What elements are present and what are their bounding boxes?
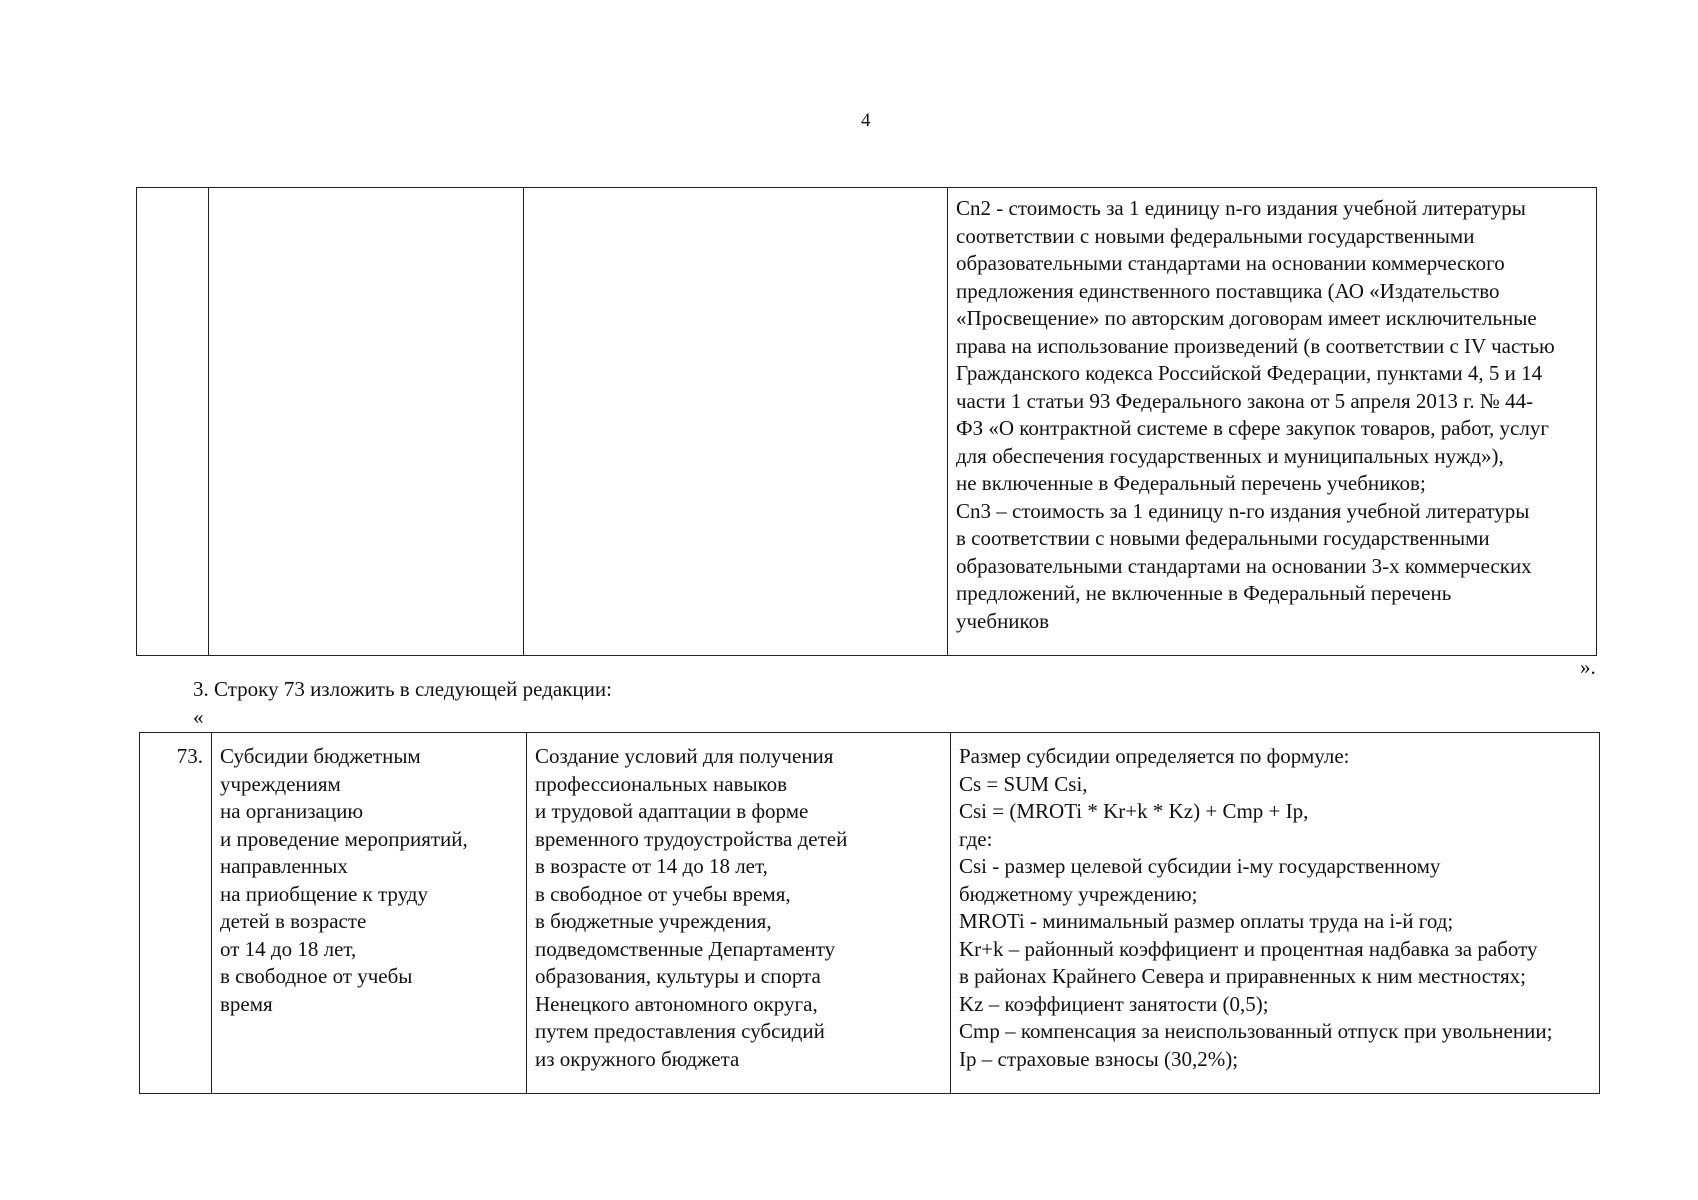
name-line: в свободное от учебы <box>220 964 413 988</box>
goal-line: подведомственные Департаменту <box>535 936 836 961</box>
goal-line: в возрасте от 14 до 18 лет, <box>535 854 768 878</box>
goal-line: образования, культуры и спорта <box>535 964 821 988</box>
formula-line: Размер субсидии определяется по формуле: <box>959 744 1350 768</box>
goal-line: в свободное от учебы время, <box>535 881 791 906</box>
formula-line: права на использование произведений (в соответствии с IV частью <box>956 333 1555 358</box>
name-line: Субсидии бюджетным <box>220 744 421 768</box>
row-goal-cell <box>524 188 948 656</box>
formula-line: Гражданского кодекса Российской Федерации, пунктами 4, 5 и 14 <box>956 361 1543 385</box>
continued-table <box>136 187 1597 656</box>
formula-line: «Просвещение» по авторским договорам имеет исключительные <box>956 306 1537 330</box>
formula-line: Cn2 - стоимость за 1 единицу n-го издания учебной литературы <box>956 196 1526 220</box>
formula-line: Kz – коэффициент занятости (0,5); <box>959 991 1269 1016</box>
row-number-cell <box>137 188 209 656</box>
formula-line: MROTi - минимальный размер оплаты труда на i-й год; <box>959 909 1454 933</box>
formula-line: соответствии с новыми федеральными государственными <box>956 223 1475 248</box>
formula-line: Kr+k – районный коэффициент и процентная надбавка за работу <box>959 936 1538 961</box>
name-line: детей в возрасте <box>220 909 367 933</box>
formula-line: части 1 статьи 93 Федерального закона от 5 апреля 2013 г. № 44- <box>956 388 1534 413</box>
goal-line: в бюджетные учреждения, <box>535 909 772 933</box>
table-row <box>137 188 1597 656</box>
formula-line: в соответствии с новыми федеральными государственными <box>956 526 1490 550</box>
name-line: и проведение мероприятий, <box>220 826 468 851</box>
name-line: на организацию <box>220 799 364 823</box>
formula-line: предложения единственного поставщика (АО «Издательство <box>956 278 1500 303</box>
amendment-instruction: 3. Строку 73 изложить в следующей редакции: <box>193 677 612 701</box>
formula-line: Cmp – компенсация за неиспользованный отпуск при увольнении; <box>959 1019 1553 1043</box>
row-goal-cell <box>527 733 951 1094</box>
formula-line: Csi - размер целевой субсидии i-му государственному <box>959 854 1441 878</box>
goal-line: временного трудоустройства детей <box>535 826 848 851</box>
closing-quote: ». <box>1580 655 1596 679</box>
row-name-cell <box>209 188 524 656</box>
goal-line: из окружного бюджета <box>535 1046 740 1071</box>
formula-line: образовательными стандартами на основании коммерческого <box>956 251 1505 275</box>
name-line: учреждениям <box>220 771 341 796</box>
formula-line: где: <box>959 826 993 851</box>
goal-line: и трудовой адаптации в форме <box>535 799 809 823</box>
page-number: 4 <box>861 110 871 131</box>
goal-line: Создание условий для получения <box>535 744 834 768</box>
formula-line: Ip – страховые взносы (30,2%); <box>959 1046 1239 1071</box>
formula-line: в районах Крайнего Севера и приравненных к ним местностях; <box>959 964 1526 988</box>
formula-line: ФЗ «О контрактной системе в сфере закупок товаров, работ, услуг <box>956 416 1549 440</box>
formula-line: предложений, не включенные в Федеральный перечень <box>956 581 1452 605</box>
formula-line: Cs = SUM Csi, <box>959 771 1088 796</box>
row-number-cell: 73. <box>140 733 212 1094</box>
goal-line: путем предоставления субсидий <box>535 1019 825 1043</box>
formula-line: Csi = (MROTi * Kr+k * Kz) + Cmp + Ip, <box>959 799 1309 823</box>
formula-line: не включенные в Федеральный перечень учебников; <box>956 471 1426 495</box>
name-line: от 14 до 18 лет, <box>220 936 357 961</box>
opening-quote: « <box>193 705 204 729</box>
row-formula-cell <box>948 188 1597 656</box>
table-row <box>140 733 1600 1094</box>
name-line: время <box>220 991 273 1016</box>
formula-line: Cn3 – стоимость за 1 единицу n-го издания учебной литературы <box>956 498 1530 523</box>
formula-line: для обеспечения государственных и муниципальных нужд»), <box>956 443 1504 468</box>
name-line: направленных <box>220 854 348 878</box>
row-name-cell <box>212 733 527 1094</box>
row-73-table <box>139 732 1600 1094</box>
formula-line: бюджетному учреждению; <box>959 881 1198 906</box>
row-formula-cell <box>951 733 1600 1094</box>
formula-line: учебников <box>956 608 1050 633</box>
name-line: на приобщение к труду <box>220 881 428 906</box>
formula-line: образовательными стандартами на основании 3-х коммерческих <box>956 553 1532 578</box>
goal-line: профессиональных навыков <box>535 771 788 796</box>
goal-line: Ненецкого автономного округа, <box>535 991 818 1016</box>
